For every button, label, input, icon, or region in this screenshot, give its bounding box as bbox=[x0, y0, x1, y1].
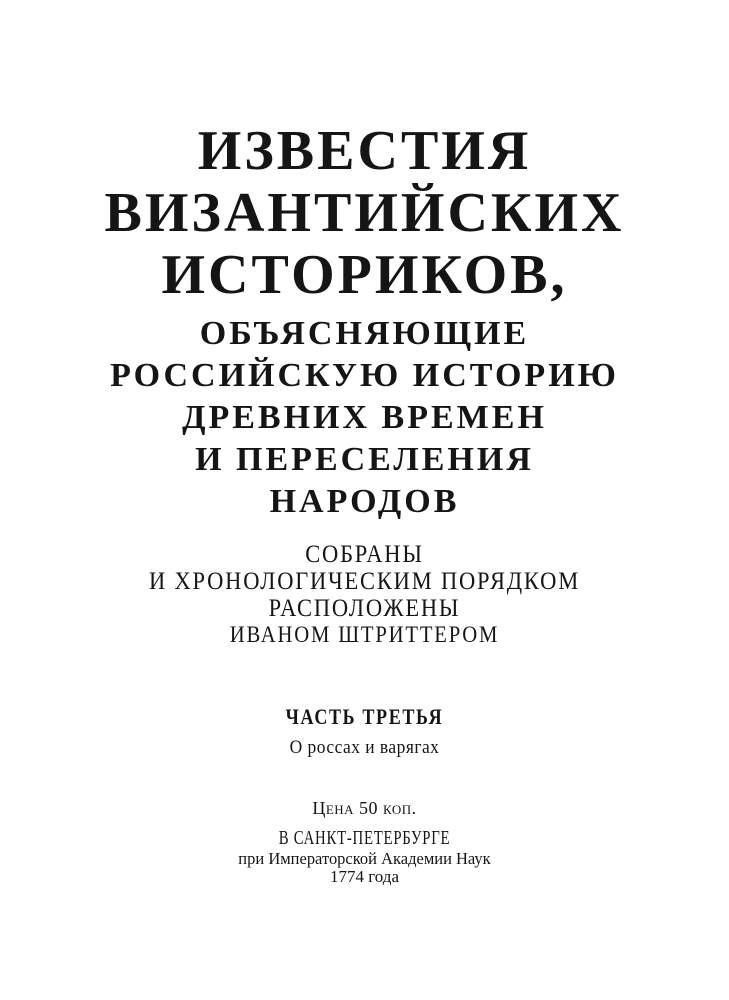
book-main-title bbox=[0, 120, 729, 306]
part-topic: О россах и варягах bbox=[289, 737, 440, 758]
main-title-line-2: ВИЗАНТИЙСКИХ bbox=[104, 182, 625, 244]
imprint-year: 1774 года bbox=[329, 867, 399, 886]
author-name: ИВАНОМ ШТРИТТЕРОМ bbox=[229, 622, 500, 647]
compilation-note bbox=[36, 541, 692, 622]
compilation-line-1: СОБРАНЫ bbox=[305, 541, 424, 568]
subtitle-line-1: ОБЪЯСНЯЮЩИЕ bbox=[199, 315, 530, 352]
compilation-line-2: И ХРОНОЛОГИЧЕСКИМ ПОРЯДКОМ bbox=[148, 568, 581, 595]
imprint-publisher: при Императорской Академии Наук bbox=[238, 849, 491, 868]
main-title-line-3: ИСТОРИКОВ, bbox=[161, 244, 568, 306]
book-subtitle bbox=[0, 313, 729, 523]
part-heading: ЧАСТЬ ТРЕТЬЯ bbox=[285, 704, 444, 729]
price-note: Цена 50 коп. bbox=[312, 798, 417, 818]
subtitle-line-4: И ПЕРЕСЕЛЕНИЯ bbox=[195, 441, 534, 478]
imprint-city: В САНКТ-ПЕТЕРБУРГЕ bbox=[278, 827, 451, 849]
compilation-line-3: РАСПОЛОЖЕНЫ bbox=[268, 595, 461, 622]
subtitle-line-2: РОССИЙСКУЮ ИСТОРИЮ bbox=[110, 357, 619, 394]
main-title-line-1: ИЗВЕСТИЯ bbox=[197, 120, 532, 182]
subtitle-line-3: ДРЕВНИХ ВРЕМЕН bbox=[182, 399, 547, 436]
subtitle-line-5: НАРОДОВ bbox=[269, 483, 460, 520]
